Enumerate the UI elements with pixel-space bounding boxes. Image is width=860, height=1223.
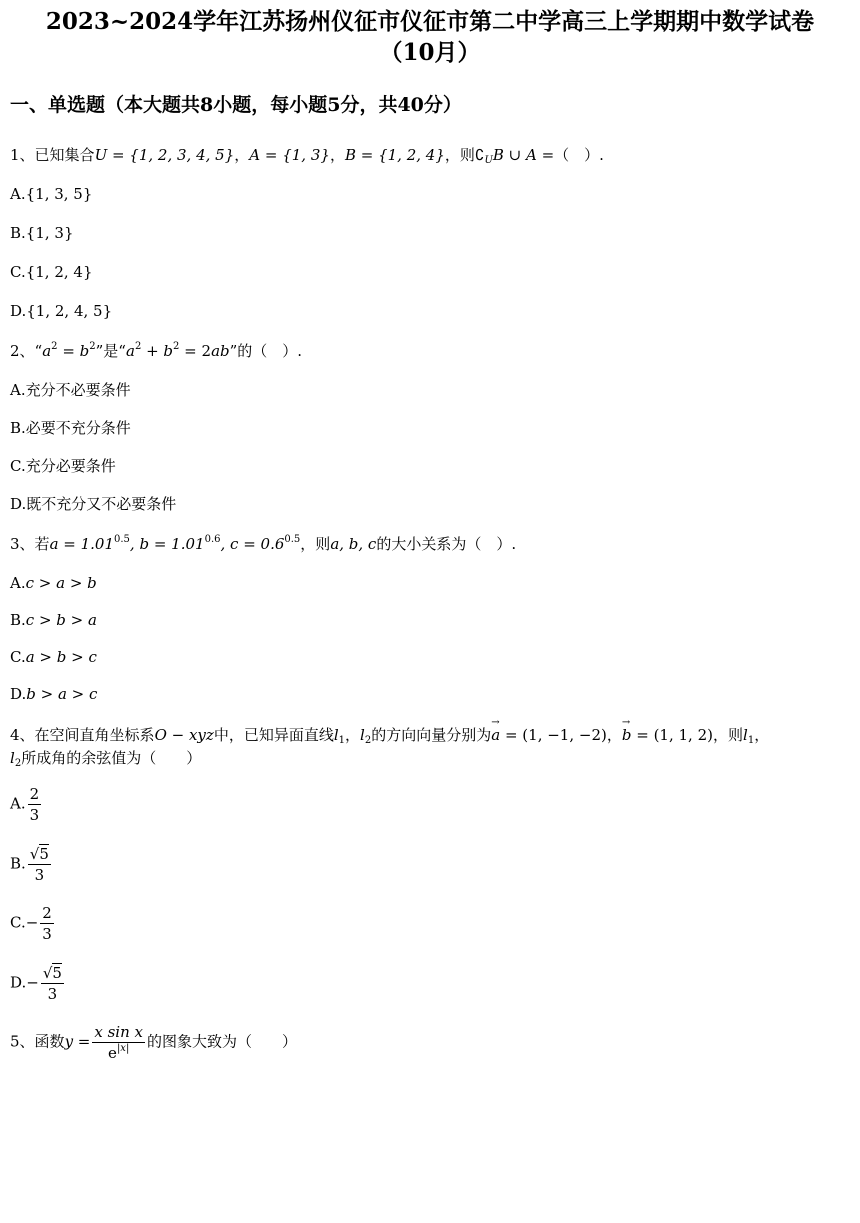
document-title [6,6,854,68]
option-d[interactable] [10,963,66,1004]
option-label: A. [10,794,26,813]
denominator: 3 [42,925,52,943]
subscript: 1 [747,735,755,746]
question-tail: ”的（ ）. [229,342,303,360]
sign: − [26,973,39,992]
fraction [92,1022,145,1063]
line-l: l [743,726,748,744]
vector-b: → b [622,724,632,746]
quote: ”是“ [95,342,126,360]
option-b[interactable] [10,609,97,631]
exponent: 2 [51,341,58,352]
option-d[interactable] [10,493,176,515]
exponent: 0.6 [204,534,221,545]
question-tail: 的图象大致为（ ） [147,1032,298,1051]
option-label: A. [10,185,26,203]
exponent: 0.5 [284,534,301,545]
question-number: 2、 [10,342,35,360]
separator: ， [606,726,622,744]
sign: − [25,913,39,932]
function-y: y = [64,1032,91,1051]
question-text: 的方向向量分别为 [371,726,492,744]
var-b: b [163,342,174,360]
var-ab: ab [211,342,230,360]
line-l: l [360,726,365,744]
option-label: D. [10,685,27,703]
denominator [92,1043,145,1063]
radicand: 5 [39,845,49,863]
option-a[interactable] [10,784,43,825]
exponent: 2 [173,341,180,352]
question-5 [10,1022,297,1063]
exponent: 2 [89,341,96,352]
question-text: ，则 [444,146,475,164]
denominator: 3 [34,866,45,884]
option-text: {1, 2, 4} [25,263,93,281]
set-b: B = {1, 2, 4} [344,146,445,164]
option-label: C. [10,457,26,475]
question-2 [10,340,302,362]
def-b: , b = 1.01 [129,535,205,553]
option-label: C. [10,648,26,666]
question-text: 中，已知异面直线 [213,726,334,744]
option-label: D. [10,973,27,992]
numerator: 2 [42,904,52,922]
sqrt-symbol: √ [29,845,40,863]
option-text: 必要不充分条件 [25,419,131,437]
subscript: 2 [364,735,372,746]
subscript: 1 [338,735,346,746]
var-a: a [125,342,135,360]
question-tail: （ ）. [554,146,604,164]
separator: ， [329,146,345,164]
vector-a-value: = (1, −1, −2) [500,726,607,744]
line-l: l [10,749,15,767]
option-label: C. [10,263,26,281]
question-3 [10,533,516,555]
option-text: 充分不必要条件 [25,381,131,399]
option-c[interactable] [10,455,116,477]
question-1 [10,144,604,166]
set-a: A = {1, 3} [249,146,330,164]
question-number: 5、 [10,1032,35,1051]
question-number: 3、 [10,535,35,553]
question-text: ，则 [300,535,331,553]
line-l: l [333,726,339,744]
title-line-1: 2023~2024学年江苏扬州仪征市仪征市第二中学高三上学期期中数学试卷 [45,8,815,35]
option-label: D. [10,302,27,320]
option-text: b > a > c [26,685,98,703]
sqrt-symbol: √ [42,964,53,982]
numerator: 2 [29,785,40,803]
option-c[interactable] [10,646,97,668]
subscript: 2 [14,758,22,769]
option-text: a > b > c [25,648,97,666]
question-4 [10,724,769,746]
question-text: 在空间直角坐标系 [34,726,155,744]
coordinate-system: O − xyz [154,726,214,744]
option-label: A. [10,574,26,592]
option-text: 既不充分又不必要条件 [26,495,177,513]
denominator: 3 [29,806,40,824]
question-tail: 所成角的余弦值为（ ） [21,749,202,767]
question-text: ，则 [712,726,743,744]
option-label: A. [10,381,26,399]
section-heading: 一、单选题（本大题共8小题，每小题5分，共40分） [10,94,462,116]
option-label: D. [10,495,27,513]
set-expression: B ∪ A = [492,146,555,164]
var-b: b [79,342,90,360]
numerator [41,963,64,984]
option-label: C. [10,913,26,932]
separator: ， [234,146,250,164]
option-text: {1, 3, 5} [25,185,93,203]
numerator [28,844,51,865]
exponent: |x| [116,1043,130,1054]
question-tail: 的大小关系为（ ）. [376,535,517,553]
option-b[interactable] [10,844,53,885]
option-a[interactable] [10,572,97,594]
title-line-2: （10月） [379,39,481,66]
numerator: x sin x [94,1023,143,1041]
option-c[interactable] [10,261,93,283]
def-a: a = 1.01 [49,535,115,553]
radicand: 5 [52,964,62,982]
fraction [40,903,54,944]
option-a[interactable] [10,183,92,205]
operator: + [141,342,164,360]
option-label: B. [10,224,26,242]
fraction [41,963,64,1004]
question-text: 函数 [34,1032,65,1051]
def-c: , c = 0.6 [220,535,285,553]
option-label: B. [10,611,26,629]
option-b[interactable] [10,417,131,439]
question-text: 若 [34,535,50,553]
denominator: 3 [47,985,58,1003]
exponent: 0.5 [114,534,130,545]
fraction [28,784,42,825]
option-text: c > a > b [25,574,97,592]
question-number: 1、 [10,146,35,164]
operator: = [57,342,80,360]
option-a[interactable] [10,379,131,401]
quote: “ [34,342,43,360]
operator: = 2 [179,342,212,360]
separator: ， [345,726,361,744]
complement-symbol: ∁ [474,146,485,164]
question-number: 4、 [10,726,35,744]
option-text: {1, 2, 4, 5} [26,302,113,320]
set-u: U = {1, 2, 3, 4, 5} [94,146,235,164]
option-label: B. [10,854,26,873]
option-d[interactable] [10,300,112,322]
option-d[interactable] [10,683,97,705]
exponent: 2 [134,341,142,352]
option-label: B. [10,419,26,437]
base-e: e [108,1044,117,1062]
vector-b-value: = (1, 1, 2) [631,726,713,744]
complement-subscript: U [484,155,493,166]
option-text: 充分必要条件 [25,457,116,475]
option-c[interactable] [10,903,56,944]
var-a: a [42,342,52,360]
option-text: {1, 3} [25,224,74,242]
question-text: 已知集合 [34,146,95,164]
vector-a: → a [491,724,500,746]
fraction [28,844,51,885]
option-text: c > b > a [25,611,97,629]
option-b[interactable] [10,222,74,244]
separator: ， [754,726,770,744]
variables: a, b, c [330,535,377,553]
question-4-line-2 [10,747,201,769]
